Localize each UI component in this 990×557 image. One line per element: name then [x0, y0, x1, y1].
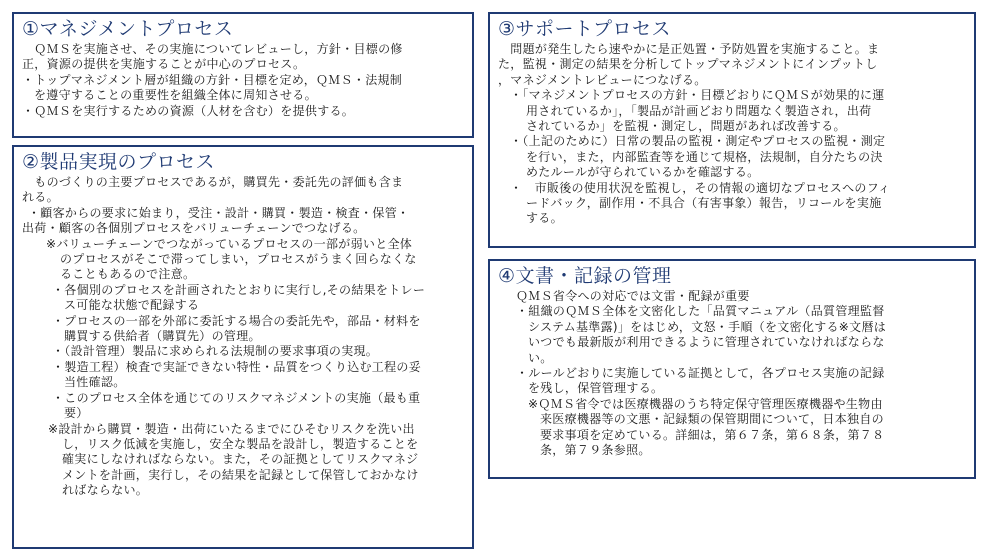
text-line: ・トップマネジメント層が組織の方針・目標を定め，ＱＭＳ・法規制 — [22, 72, 403, 87]
text-line: 用されているか」，「製品が計画どおり問題なく製造され，出荷 — [526, 103, 872, 118]
text-line: れる。 — [22, 190, 59, 205]
text-line: ・各個別のプロセスを計画されたとおりに実行し,その結果をトレー — [52, 282, 426, 297]
text-line: ることもあるので注意。 — [60, 267, 196, 282]
text-line: 問題が発生したら速やかに是正処置・予防処置を実施すること。ま — [498, 42, 880, 56]
text-line: ・（設計管理）製品に求められる法規制の要求事項の実現。 — [52, 344, 379, 359]
text-line: た，監視・測定の結果を分析してトップマネジメントにインプットし — [498, 57, 878, 72]
box-title: ②製品実現のプロセス — [22, 151, 216, 173]
text-line: ＱＭＳ省令への対応では文雷・配録が重要 — [516, 289, 750, 303]
text-line: システム基準露)」をはじめ，文怒・手順（を文密化する※文暦は — [528, 319, 887, 334]
text-line: ・顧客からの要求に始まり，受注・設計・購買・製造・検査・保管・ — [28, 205, 410, 220]
text-line: ※バリューチェーンでつながっているプロセスの一部が弱いと全体 — [46, 236, 413, 251]
box-body — [22, 175, 464, 499]
text-line: メントを計画，実行し，その結果を記録として保管しておかなけ — [62, 467, 419, 482]
text-line: 当性確認。 — [64, 375, 126, 390]
text-line: し，リスク低減を実施し，安全な製品を設計し，製造することを — [62, 436, 419, 451]
text-line: 確実にしなければならない。また，その証拠としてリスクマネジ — [62, 452, 419, 467]
text-line: ・組織のＱＭＳ全体を文密化した「品質マニュアル（品質管理監督 — [516, 304, 885, 319]
text-line: ・「マネジメントプロセスの方針・目標どおりにＱＭＳが効果的に運 — [510, 88, 885, 103]
text-line: いつでも最新版が利用できるように管理されていなければならな — [528, 335, 885, 350]
text-line: い。 — [528, 350, 553, 365]
text-line: 要） — [64, 406, 89, 421]
text-line: のプロセスがそこで滞ってしまい，プロセスがうまく回らなくな — [60, 252, 417, 267]
text-line: 要求事項を定めている。詳細は，第６７条，第６８条，第７８ — [540, 427, 885, 442]
text-line: ・ルールどおりに実施している証拠として，各プロセス実施の記録 — [516, 366, 885, 381]
text-line: ※設計から購買・製造・出荷にいたるまでにひそむリスクを洗い出 — [48, 421, 415, 436]
text-line: ス可能な状態で配録する — [64, 298, 200, 313]
text-line: ※ＱＭＳ省令では医療機器のうち特定保守管理医療機器や生物由 — [528, 396, 883, 411]
box-body — [498, 289, 966, 458]
text-line: ・プロセスの一部を外部に委託する場合の委託先や，部品・材料を — [52, 313, 421, 328]
product-realization-process-box — [12, 145, 474, 549]
text-line: ，マネジメントレビューにつなげる。 — [498, 72, 707, 87]
text-line: を遵守することの重要性を組織全体に周知させる。 — [34, 88, 317, 103]
text-line: ものづくりの主要プロセスであるが，購買先・委託先の評価も含ま — [22, 175, 404, 189]
text-line: 来医療機器等の文悪・記録類の保管期間について，日本独自の — [540, 412, 884, 427]
text-line: を残し，保管管理する。 — [528, 381, 664, 396]
document-record-management-box — [488, 259, 976, 479]
support-process-box — [488, 12, 976, 248]
box-body — [498, 42, 966, 227]
box-title: ④文書・記録の管理 — [498, 265, 672, 287]
text-line: ・このプロセス全体を通じてのリスクマネジメントの実施（最も重 — [52, 390, 421, 405]
text-line: めたルールが守られているかを確認する。 — [526, 165, 760, 180]
text-line: 正，資源の提供を実施することが中心のプロセス。 — [22, 57, 306, 72]
text-line: ードバック，副作用・不具合（有害事象）報告，リコールを実施 — [526, 196, 882, 211]
text-line: ＱＭＳを実施させ、その実施についてレビューし，方針・目標の修 — [22, 42, 403, 56]
text-line: ・（上記のために）日常の製品の監視・測定やプロセスの監視・測定 — [510, 134, 886, 149]
text-line: ・ＱＭＳを実行するための資源（人材を含む）を提供する。 — [22, 103, 355, 118]
text-line: 購買する供給者（購買先）の管理。 — [64, 329, 261, 344]
box-title: ①マネジメントプロセス — [22, 18, 234, 40]
text-line: されているか」を監視・測定し，問題があれば改善する。 — [526, 119, 846, 134]
text-line: ・ 市販後の使用状況を監視し，その情報の適切なプロセスへのフィ — [510, 180, 891, 195]
management-process-box — [12, 12, 474, 138]
text-line: 出荷・顧客の各個別プロセスをバリューチェーンでつなげる。 — [22, 221, 366, 236]
text-line: を行い，また，内部監査等を通じて規格，法規制，自分たちの決 — [526, 149, 883, 164]
box-body — [22, 42, 464, 119]
box-title: ③サポートプロセス — [498, 18, 671, 40]
text-line: 条，第７９条参照。 — [540, 443, 651, 458]
text-line: する。 — [526, 211, 563, 226]
text-line: ・製造工程）検査で実証できない特性・品質をつくり込む工程の妥 — [52, 359, 422, 374]
text-line: ればならない。 — [62, 483, 149, 498]
